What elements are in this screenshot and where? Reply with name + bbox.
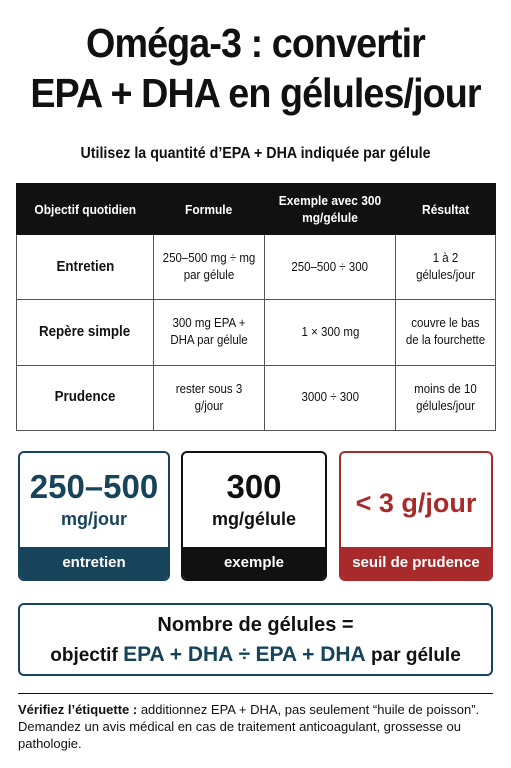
- cell-result: moins de 10 gélules/jour: [396, 365, 496, 430]
- card-unit: mg/jour: [61, 509, 127, 529]
- cell-example: 250–500 ÷ 300: [265, 235, 396, 300]
- column-header-objective: Objectif quotidien: [17, 184, 154, 235]
- cell-formula: 250–500 mg ÷ mg par gélule: [154, 235, 265, 300]
- formula-term-2: EPA + DHA: [255, 643, 366, 666]
- table-header-row: [17, 184, 496, 235]
- card-unit: mg/gélule: [211, 509, 296, 529]
- column-header-result: Résultat: [396, 184, 496, 235]
- page-title: [20, 18, 490, 118]
- cell-objective: Repère simple: [17, 300, 154, 365]
- formula-line-1: Nombre de gélules =: [157, 614, 354, 636]
- page-subtitle: Utilisez la quantité d’EPA + DHA indiquée par gélule: [80, 145, 431, 162]
- table-row: [17, 235, 496, 300]
- cell-example: 3000 ÷ 300: [265, 365, 396, 430]
- formula-suffix: par gélule: [371, 645, 461, 666]
- cell-result: couvre le bas de la fourchette: [396, 300, 496, 365]
- title-line-1: Oméga-3 : convertir: [86, 20, 425, 66]
- formula-box: [18, 603, 493, 676]
- table-row: [17, 300, 496, 365]
- cell-formula: 300 mg EPA + DHA par gélule: [154, 300, 265, 365]
- cell-objective: Prudence: [17, 365, 154, 430]
- card-value: 300: [226, 468, 282, 505]
- footer-note: [18, 701, 496, 752]
- cell-objective: Entretien: [17, 235, 154, 300]
- footer-divider: [18, 693, 493, 694]
- cell-formula: rester sous 3 g/jour: [154, 365, 265, 430]
- card-value: < 3 g/jour: [355, 488, 477, 518]
- cell-example: 1 × 300 mg: [265, 300, 396, 365]
- card-example: [181, 451, 327, 581]
- table-row: [17, 365, 496, 430]
- cell-result: 1 à 2 gélules/jour: [396, 235, 496, 300]
- column-header-formula: Formule: [154, 184, 265, 235]
- formula-line-2: [20, 643, 491, 667]
- card-label: seuil de prudence: [341, 547, 491, 579]
- formula-operator: ÷: [238, 643, 251, 666]
- column-header-example: Exemple avec 300 mg/gélule: [265, 184, 396, 235]
- conversion-table: [16, 183, 496, 431]
- formula-term-1: EPA + DHA: [123, 643, 234, 666]
- title-line-2: EPA + DHA en gélules/jour: [30, 70, 481, 116]
- card-label: entretien: [20, 547, 168, 579]
- card-maintenance: [18, 451, 170, 581]
- card-value: 250–500: [29, 468, 159, 505]
- footer-lead: Vérifiez l’étiquette :: [18, 702, 138, 717]
- formula-prefix: objectif: [50, 645, 118, 666]
- card-caution-threshold: [339, 451, 493, 581]
- footer-text: additionnez EPA + DHA, pas seulement “huile de poisson”. Demandez un avis médical en cas de traitement anticoagulant, grossesse ou pathologie.: [18, 702, 480, 751]
- card-label: exemple: [183, 547, 325, 579]
